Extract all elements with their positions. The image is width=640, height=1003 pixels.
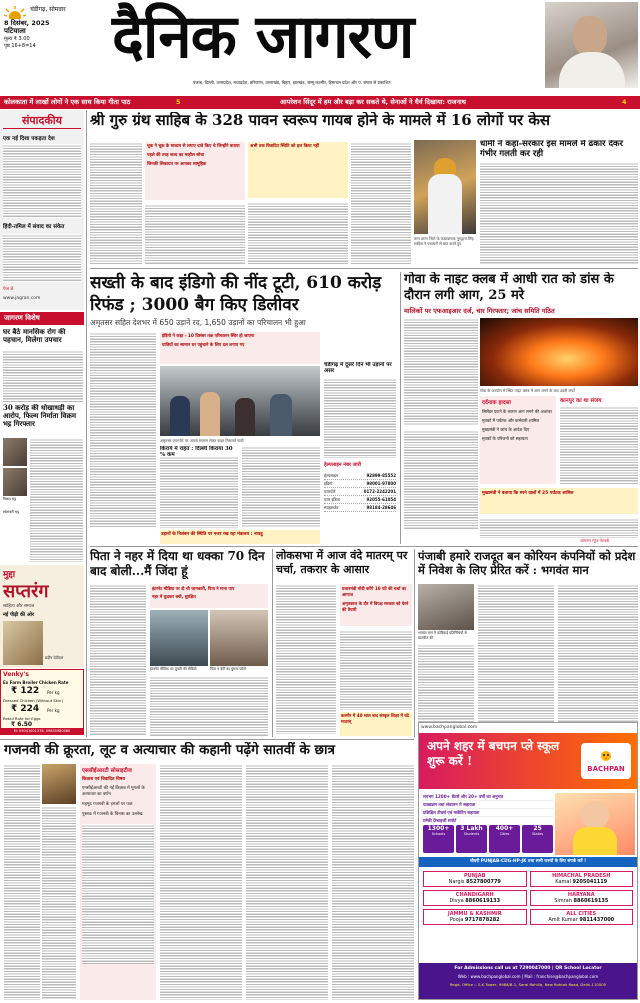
- vande-box: कश्मीर में 40 साल बाद संस्कृत शिक्षा में वंदे मातरम्: [340, 712, 412, 736]
- goa-bullet-4: मृतकों के परिजनों को सहायता: [482, 436, 528, 441]
- goa-bullet-3: मुख्यमंत्री ने जांच के आदेश दिए: [482, 427, 530, 432]
- lead-bullets-box: [145, 142, 245, 200]
- bachpan-bird-icon: [599, 747, 613, 759]
- goa-fire-photo: [480, 318, 638, 386]
- goa-right-box-title[interactable]: कानपुर का था संजय: [560, 398, 602, 404]
- saptrang-section: नई पीढ़ी की ओर: [3, 612, 34, 618]
- indigo-airport-photo: [160, 366, 320, 436]
- bachpan-stat: 3 Lakh Students: [456, 825, 487, 853]
- egg-price: ₹ 6.50: [11, 721, 33, 728]
- bachpan-contact[interactable]: CHANDIGARH Divya 8860619133: [423, 890, 527, 906]
- edition-day: चंडीगढ़, सोमवार: [30, 6, 66, 13]
- ghaznavi-body-col2: [42, 806, 76, 1000]
- ghaznavi-box: [80, 764, 156, 1000]
- vande-body-col2: [340, 630, 412, 710]
- goa-subhead: मालिकों पर एफआइआर दर्ज, चार गिरफ्तार; जांच समिति गठित: [404, 307, 555, 315]
- helpline-column: [324, 362, 398, 544]
- korea-headline[interactable]: पंजाबी हमारे राजदूत बन कोरियन कंपनियों को प्रदेश में निवेश के लिए प्रेरित करें : भगवंत मान: [418, 549, 636, 577]
- indigo-bullets: [160, 332, 320, 364]
- canal-body-col2: [150, 676, 268, 736]
- ghaznavi-box-title: एससीईआरटी सोसाइटीज: [82, 768, 132, 774]
- bachpan-contact[interactable]: HARYANA Simran 8860619135: [530, 890, 634, 906]
- bachpan-contact[interactable]: JAMMU & KASHMIR Pooja 9717878282: [423, 909, 527, 925]
- editorial-item-1-body: [3, 144, 81, 218]
- vikram-bhatt-caption: विक्रम भट्ट: [3, 497, 16, 501]
- mudda-label: मुद्दा: [3, 570, 16, 580]
- canal-video-photo: [150, 610, 208, 666]
- canal-caption: इंटरनेट मीडिया पर युवती की वीडियो: [150, 667, 197, 671]
- ghaznavi-body-col4: [246, 764, 328, 1000]
- bachpan-regional: चौधरी PUNJAB-CDG-HP-JK तथा सभी राज्यों के लिए संपर्क करें !: [419, 857, 637, 867]
- ghaznavi-headline[interactable]: गजनवी की क्रूरता, लूट व अत्याचार की कहानी पढ़ेंगे सातवीं के छात्र: [4, 742, 335, 758]
- bachpan-features: [423, 793, 553, 824]
- bachpan-url[interactable]: www.bachpanglobal.com: [421, 725, 478, 730]
- lead-side-headline[interactable]: धामी ने कहा-सरकार इस मामले में ढकार देकर गंभीर गलती कर रही: [480, 140, 623, 159]
- lead-headline[interactable]: श्री गुरु ग्रंथ साहिब के 328 पावन स्वरूप गायब होने के मामले में 16 लोगों पर केस: [90, 112, 551, 129]
- canal-bullet-1: इंटरनेट मीडिया पर दी थी जानकारी, पिता ने माना पाप: [152, 586, 235, 591]
- helpline-title: हेल्पलाइन नंबर जारी: [324, 462, 362, 468]
- bachpan-footer-2: Web : www.bachpanglobal.com | Mail : franchise@bachpanglobal.com: [457, 974, 599, 979]
- jagran-sun-logo-icon: [4, 4, 26, 17]
- jagran-special-headline[interactable]: घर बैठे मानसिक रोग की पहचान, मिलेगा उपचार: [3, 328, 66, 344]
- chicken-ad-title: Ex Farm Broiler Chicken Rate: [3, 680, 69, 685]
- bachpan-feature: पाठ्यक्रम तथा संचालन में सहायता: [423, 801, 553, 809]
- edition-city: पटियाला: [4, 27, 26, 35]
- goa-ticker: मुख्यमंत्री ने बताया कि मरने वालों में 25 पर्यटक शामिल: [480, 488, 638, 514]
- teaser-right-page: 4: [622, 98, 627, 106]
- chicken-rate-ad[interactable]: [0, 669, 84, 735]
- goa-photo-caption: गोवा के अरपोरा में स्थित नाइट क्लब में आग लगने के बाद उठती लपटें: [480, 388, 576, 393]
- helpline-row: इंडिगो 98001-97800: [324, 481, 396, 486]
- lead-photo: [414, 140, 476, 234]
- helpline-text: [324, 378, 396, 458]
- vande-body-col1: [276, 584, 336, 734]
- helpline-row: हेल्पलाइन 92899-85552: [324, 473, 396, 478]
- lead-side-body: [480, 162, 638, 264]
- egg-rate-label: Retail Rate for Eggs: [3, 716, 41, 721]
- goa-bullet-1: सिलेंडर फटने के कारण आग लगने की आशंका: [482, 409, 552, 414]
- ghaznavi-box-body: [82, 824, 154, 964]
- korea-body-col2: [478, 584, 554, 736]
- lead-body-col1: [90, 142, 142, 264]
- masthead-tagline: पंजाब, दिल्ली, उत्तरप्रदेश, मध्यप्रदेश, हरियाणा, उत्तराखंड, बिहार, झारखंड, जम्मू-कश्मीर, हिमाचल प्रदेश और पं. बंगाल से प्रकाशित: [193, 80, 391, 85]
- editorial-item-2-body: [3, 234, 81, 282]
- goa-right-box-body: [560, 406, 638, 484]
- lead-highlight-box: अभी तक विवादित स्थिति को हल किया नहीं: [248, 142, 348, 198]
- canal-bullet-2: नहर में कूदकर बची, सुरक्षित: [152, 594, 196, 599]
- indigo-fare-subhead[interactable]: किराये में राहत : दिल्ली किराया 30: [160, 446, 233, 452]
- lead-photo-caption: तरन तारन जिले के कथावाचक गुरुद्वारा सिंह साहिब ने पत्रकारों से बात करते हुए: [414, 236, 474, 246]
- ghaznavi-body-col5: [332, 764, 414, 1000]
- edition-date: 8 दिसंबर, 2025: [4, 19, 50, 27]
- korea-photo: [418, 584, 474, 630]
- bachpan-feature: लगभग 1200+ सेंटर्स और 20+ वर्षों का अनुभव: [423, 793, 553, 801]
- chicken-price-1: ₹ 122: [11, 686, 40, 696]
- editorial-title: संपादकीय: [3, 113, 81, 129]
- ghaznavi-box-subtitle: किताब एवं विवादित विषय: [82, 777, 125, 782]
- bachpan-contact[interactable]: PUNJAB Nargis 8527800779: [423, 871, 527, 887]
- korea-body-col3: [558, 584, 638, 736]
- lead-bullet-1: चूक ने चूक के माध्यम से लगाए दावे किए थे जिन्होंने बताया: [147, 144, 240, 149]
- indigo-photo-caption: अमृतसर एयरपोर्ट पर अपना सामान लेकर बाहर निकलते यात्री: [160, 438, 244, 443]
- canal-headline[interactable]: पिता ने नहर में दिया था धक्का 70 दिन बाद बोली...मैं जिंदा हूं: [90, 549, 265, 578]
- lead-body-col2: [145, 204, 245, 264]
- editorial-page-ref: पेज 8: [3, 287, 14, 292]
- bachpan-contacts: [423, 871, 633, 925]
- price: मूल्य ₹ 3.00: [4, 36, 30, 42]
- goa-body-col2: [404, 430, 478, 530]
- goa-headline[interactable]: गोवा के नाइट क्लब में आधी रात को डांस के दौरान लगी आग, 25 मरे: [404, 272, 614, 303]
- bhatt-headline[interactable]: 30 करोड़ की धोखाधड़ी का आरोप, फिल्म निर्माता विक्रम भट्ट गिरफ्तार: [3, 404, 77, 428]
- indigo-ministry-box: उड़ानों के निलंबन की स्थिति पर नजर रख रहा मंत्रालय : नायडू: [160, 530, 320, 544]
- newspaper-logo: दैनिक जागरण: [112, 2, 414, 72]
- bachpan-contact[interactable]: HIMACHAL PRADESH Kamal 9205041119: [530, 871, 634, 887]
- vande-bullet-1: प्रधानमंत्री मोदी करेंगे 10 घंटे की चर्चा का आगाज: [342, 586, 407, 597]
- chicken-unit-2: Per kg: [47, 708, 60, 713]
- indigo-body-col1: [90, 332, 156, 528]
- bachpan-stats: [423, 825, 553, 853]
- helpline-extra: चंडीगढ़ में दूसरे दिन भी उड़ानों पर असर: [324, 362, 392, 375]
- canal-caption-2: पिता व बेटी का पुराना फोटो: [210, 667, 246, 671]
- bachpan-child-photo: [555, 793, 635, 855]
- lead-body-col4: [351, 142, 411, 264]
- saptrang-title[interactable]: सप्तरंग: [3, 581, 49, 602]
- bachpan-stat: 400+ Cities: [489, 825, 520, 853]
- venkys-brand: Venky's: [3, 671, 29, 678]
- bachpan-logo: BACHPAN: [581, 743, 631, 779]
- bachpan-footer-3: Regd. Office :- S.K Tower, 9988/B-1, Sarai Rohilla, New Rohtak Road, Delhi-110005: [449, 982, 607, 987]
- goa-body-col1: [404, 318, 478, 426]
- bachpan-stat: 25 States: [522, 825, 553, 853]
- bhatt-body: [30, 438, 83, 562]
- teaser-left[interactable]: कोलकाता में लाखों लोगों ने एक साथ किया गीता पाठ: [4, 98, 131, 106]
- ghaznavi-bullet-3: पुस्तक में गजनवी के विनाश का उल्लेख: [82, 812, 143, 817]
- masthead-portrait-photo: [545, 2, 638, 88]
- editorial-box: [0, 110, 84, 310]
- shwetambari-caption: श्वेतांबरी भट्ट: [3, 510, 19, 514]
- chicken-ad-phone: M: 09041001378, 09855980080: [1, 728, 83, 735]
- helpline-table: [324, 472, 396, 512]
- bachpan-ad[interactable]: [418, 722, 638, 1000]
- vikram-bhatt-photo: [3, 438, 27, 466]
- chicken-price-2: ₹ 224: [11, 704, 40, 714]
- indigo-bullet-2: यात्रियों का सामान घर पहुंचाने के लिए दल लगाए गए: [162, 343, 245, 348]
- bachpan-footer-1: For Admissions call us at 7290047000 | QR School Locator: [454, 966, 602, 971]
- ghaznavi-bullet-2: महमूद गजनवी के हमलों पर पाठ: [82, 802, 133, 807]
- lead-body-col3: [248, 202, 348, 264]
- saptrang-subtitle: साहित्य और समाज: [3, 604, 35, 609]
- bachpan-feature: टर्नकी फ्रेंचाइजी सपोर्ट: [423, 818, 457, 823]
- helpline-row: एयरपोर्ट 0172-2242201: [324, 489, 396, 494]
- canal-old-photo: [210, 610, 268, 666]
- ghaznavi-portrait: [42, 764, 76, 804]
- ghaznavi-body-col1: [4, 764, 40, 1000]
- ghaznavi-body-col3: [160, 764, 242, 1000]
- teaser-left-page: 5: [176, 98, 181, 106]
- chicken-unit-1: Per kg: [47, 690, 60, 695]
- indigo-headline[interactable]: सख्ती के बाद इंडिगो की नींद टूटी, 610 करोड़ रिफंड ; 3000 बैग किए डिलीवर: [90, 273, 382, 315]
- jagran-special-body: [3, 350, 83, 402]
- vande-bullets: [340, 584, 412, 626]
- bachpan-banner: [419, 733, 637, 789]
- indigo-bullet-1: इंडिगो ने कहा - 10 दिसंबर तक परिचालन स्थिर हो जाएगा: [162, 334, 255, 339]
- saptrang-photo: [3, 621, 43, 665]
- dressed-chicken-label: Dressed Chicken (Without Skin): [3, 698, 63, 703]
- bachpan-feature: प्रशिक्षित टीचर्स एवं मार्केटिंग सहायता: [423, 809, 553, 817]
- page-count: पृष्ठ 16+8=14: [4, 43, 36, 49]
- goa-sidebar: [480, 396, 556, 484]
- lead-bullet-3: जिनकी शिकायत पर आपका सामूहिक: [147, 162, 207, 167]
- lead-bullet-2: पहले की तरह जल्द का माहौल सोचा: [147, 153, 205, 158]
- goa-sidebar-title: दर्दनाक हादसा: [482, 400, 511, 406]
- ghaznavi-bullet-1: एनसीईआरटी की नई किताब में मुगलों के अत्याचार का वर्णन: [82, 786, 145, 797]
- korea-caption: भगवंत मान ने कोरियाई प्रतिनिधियों से बातचीत की: [418, 631, 467, 640]
- bachpan-footer: [419, 963, 637, 999]
- editorial-url[interactable]: www.jagran.com: [3, 296, 41, 301]
- teaser-right[interactable]: आपरेशन सिंदूर में हम और बड़ा कर सकते थे, सेनाओं ने धैर्य दिखाया: राजनाथ: [280, 98, 466, 106]
- editorial-item-2[interactable]: हिंदी-तमिल में संवाद का संकेत: [3, 224, 65, 230]
- vande-headline[interactable]: लोकसभा में आज वंदे मातरम् पर चर्चा, तकरार के आसार: [276, 549, 408, 576]
- canal-body-col1: [90, 584, 146, 736]
- indigo-body-col3: [242, 446, 320, 528]
- editorial-item-1[interactable]: एक नई दिशा पकड़ता देश: [3, 136, 55, 142]
- indigo-subhead: अमृतसर सहित देशभर में 650 उड़ानें रद, 1,650 उड़ानों का परिचालन भी हुआ: [90, 318, 306, 327]
- canal-bullets: [150, 584, 268, 608]
- bachpan-stat: 1300+ Schools: [423, 825, 454, 853]
- vande-bullet-2: अमृतकाल के दौर में विपक्ष सरकार को घेरने की तैयारी: [342, 601, 409, 612]
- bachpan-contact[interactable]: ALL CITIES Amit Kumar 9811437000: [530, 909, 634, 925]
- helpline-row: एयर इंडिया 92055-61054: [324, 497, 396, 502]
- goa-body-col3: [480, 518, 638, 538]
- goa-bullet-2: मृतकों में पर्यटक और कर्मचारी शामिल: [482, 418, 540, 423]
- masthead-info: [4, 4, 104, 50]
- saptrang-author: प्रदीप देवीदत्त: [45, 655, 64, 660]
- teaser-bar: [0, 96, 640, 109]
- indigo-body-col2: [160, 456, 238, 528]
- bachpan-slogan: अपने शहर में बचपन प्ले स्कूल शुरू करें !: [427, 739, 560, 768]
- helpline-row: स्पाइसजेट 98184-28646: [324, 505, 396, 510]
- shwetambari-bhatt-photo: [3, 468, 27, 496]
- mudda-box: [0, 565, 84, 668]
- goa-agency: जागरण न्यूज नेटवर्क: [580, 538, 610, 543]
- jagran-special-label: जागरण विशेष: [0, 312, 84, 325]
